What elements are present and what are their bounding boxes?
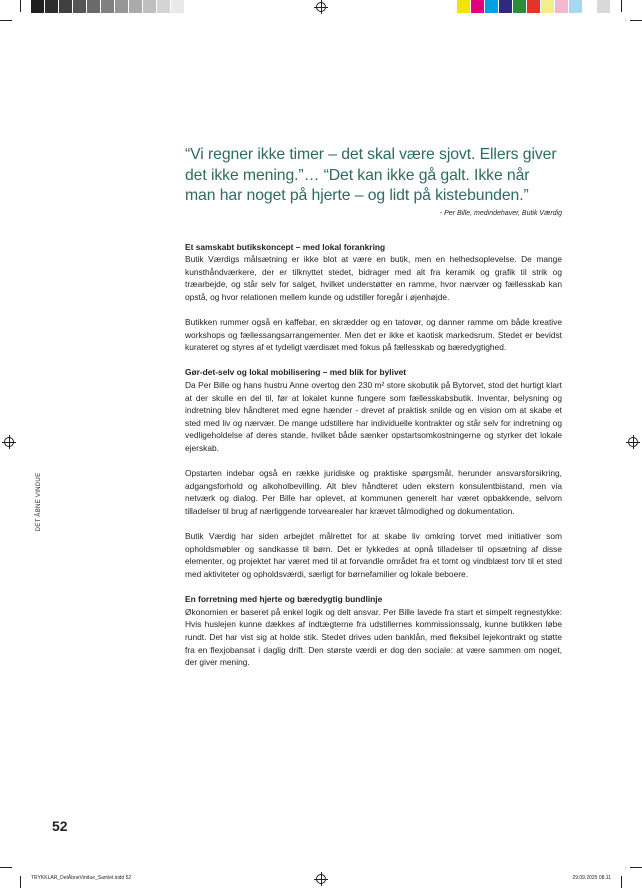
process-color-bar xyxy=(457,0,625,13)
registration-mark-bottom xyxy=(316,874,326,884)
color-swatch xyxy=(569,0,583,13)
paragraph: Opstarten indebar også en række juridiske og praktiske spørgsmål, herunder ansvarsforsikring, adgangsforhold og alkoholbevilling. Alt blev håndteret uden ekstern konsulentbistand, men via netværk og dialog. Per Bille har oplevet, at kommunen generelt har været opbakkende, selvom tilladelser til brug af nærliggende torvearealer har krævet tålmodighed og dokumentation. xyxy=(185,468,562,516)
crop-mark xyxy=(20,0,21,12)
color-swatch xyxy=(59,0,73,13)
slug-file-info: TRYKKLAR_DetÅbneVindue_Samlet.indd 52 xyxy=(31,875,132,881)
registration-mark-right xyxy=(628,437,638,447)
color-swatch xyxy=(513,0,527,13)
page-number: 52 xyxy=(52,818,68,834)
running-section-label: DET ÅBNE VINDUE xyxy=(36,472,42,532)
color-swatch xyxy=(457,0,471,13)
color-swatch xyxy=(129,0,143,13)
color-swatch xyxy=(611,0,625,13)
crop-mark xyxy=(0,867,12,868)
crop-mark xyxy=(0,20,12,21)
section-heading: Gør-det-selv og lokal mobilisering – med blik for bylivet xyxy=(185,367,407,378)
crop-mark xyxy=(621,0,622,12)
crop-mark xyxy=(621,876,622,888)
color-swatch xyxy=(541,0,555,13)
color-swatch xyxy=(45,0,59,13)
pull-quote: “Vi regner ikke timer – det skal være sjovt. Ellers giver det ikke mening.”… “Det kan ikke gå galt. Ikke når man har noget på hjerte – og lidt på kistebunden.” xyxy=(185,146,557,204)
crop-mark xyxy=(630,20,642,21)
crop-mark xyxy=(630,867,642,868)
registration-mark-left xyxy=(4,437,14,447)
article xyxy=(185,145,562,681)
color-swatch xyxy=(115,0,129,13)
section-heading: Et samskabt butikskoncept – med lokal forankring xyxy=(185,241,386,252)
color-swatch xyxy=(87,0,101,13)
section-heading: En forretning med hjerte og bæredygtig bundlinje xyxy=(185,594,383,605)
crop-mark xyxy=(20,876,21,888)
color-swatch xyxy=(527,0,541,13)
color-swatch xyxy=(185,0,199,13)
color-swatch xyxy=(499,0,513,13)
color-swatch xyxy=(171,0,185,13)
color-swatch xyxy=(485,0,499,13)
color-swatch xyxy=(73,0,87,13)
quote-attribution: - Per Bille, medindehaver, Butik Værdig xyxy=(439,209,562,217)
color-swatch xyxy=(471,0,485,13)
color-swatch xyxy=(31,0,45,13)
article-body xyxy=(185,241,562,669)
color-swatch xyxy=(157,0,171,13)
registration-mark-top xyxy=(316,2,326,12)
slug-date-time: 29.09.2025 08.11 xyxy=(572,875,611,881)
color-swatch xyxy=(597,0,611,13)
color-swatch xyxy=(583,0,597,13)
paragraph: Da Per Bille og hans hustru Anne overtog den 230 m² store skobutik på Bytorvet, stod det hurtigt klart at der skulle en del til, før at lokalet kunne fungere som fællesskabsbutik. Inventar, belysning og indretning blev håndteret med egne hænder - drevet af praktisk snilde og en vision om at skabe et sted med liv og nærvær. De mange udstillere har individuelle kontrakter og står selv for indretning og vedligeholdelse af deres stande, hvilket både sænker opstartsomkostningerne og styrker det lokale ejerskab. xyxy=(185,380,562,453)
color-swatch xyxy=(101,0,115,13)
color-swatch xyxy=(555,0,569,13)
paragraph: Butikken rummer også en kaffebar, en skrædder og en tatovør, og danner ramme om både kreative workshops og fællessangsarrangementer. Men det er ikke et kaotisk markedsrum. Stedet er bevidst kurateret og styres af et tydeligt værdisæt med fokus på fællesskab og bæredygtighed. xyxy=(185,317,562,353)
paragraph: Økonomien er baseret på enkel logik og delt ansvar. Per Bille lavede fra start et simpelt regnestykke: Hvis huslejen kunne dækkes af indtægterne fra udstillernes kommissionssalg, kunne butikken løbe rundt. Det har vist sig at holde stik. Stedet drives uden banklån, med fleksibel lejekontrakt og støtte fra en flexjobansat i daglig drift. Den største værdi er dog den sociale: at være sammen om noget, der giver mening. xyxy=(185,606,562,668)
grayscale-color-bar xyxy=(31,0,199,13)
paragraph: Butik Værdig har siden arbejdet målrettet for at skabe liv omkring torvet med initiativer som opholdsmøbler og sandkasse til børn. Det er lykkedes at opnå tilladelser til opsætning af disse elementer, og projektet har været med til at forvandle området fra et tomt og vindblæst torv til et sted med aktiviteter og opholdsværdi, særligt for børnefamilier og lokale beboere. xyxy=(185,531,562,579)
color-swatch xyxy=(143,0,157,13)
paragraph: Butik Værdigs målsætning er ikke blot at være en butik, men en helhedsoplevelse. De mange kunsthåndværkere, der er tilknyttet stedet, bidrager med alt fra keramik og grafik til strik og træarbejde, og står selv for salget, hvilket understøtter en ramme, hvor nærvær og fællesskab kan opstå, og hvor relationen mellem kunde og udstiller foregår i øjenhøjde. xyxy=(185,254,562,302)
